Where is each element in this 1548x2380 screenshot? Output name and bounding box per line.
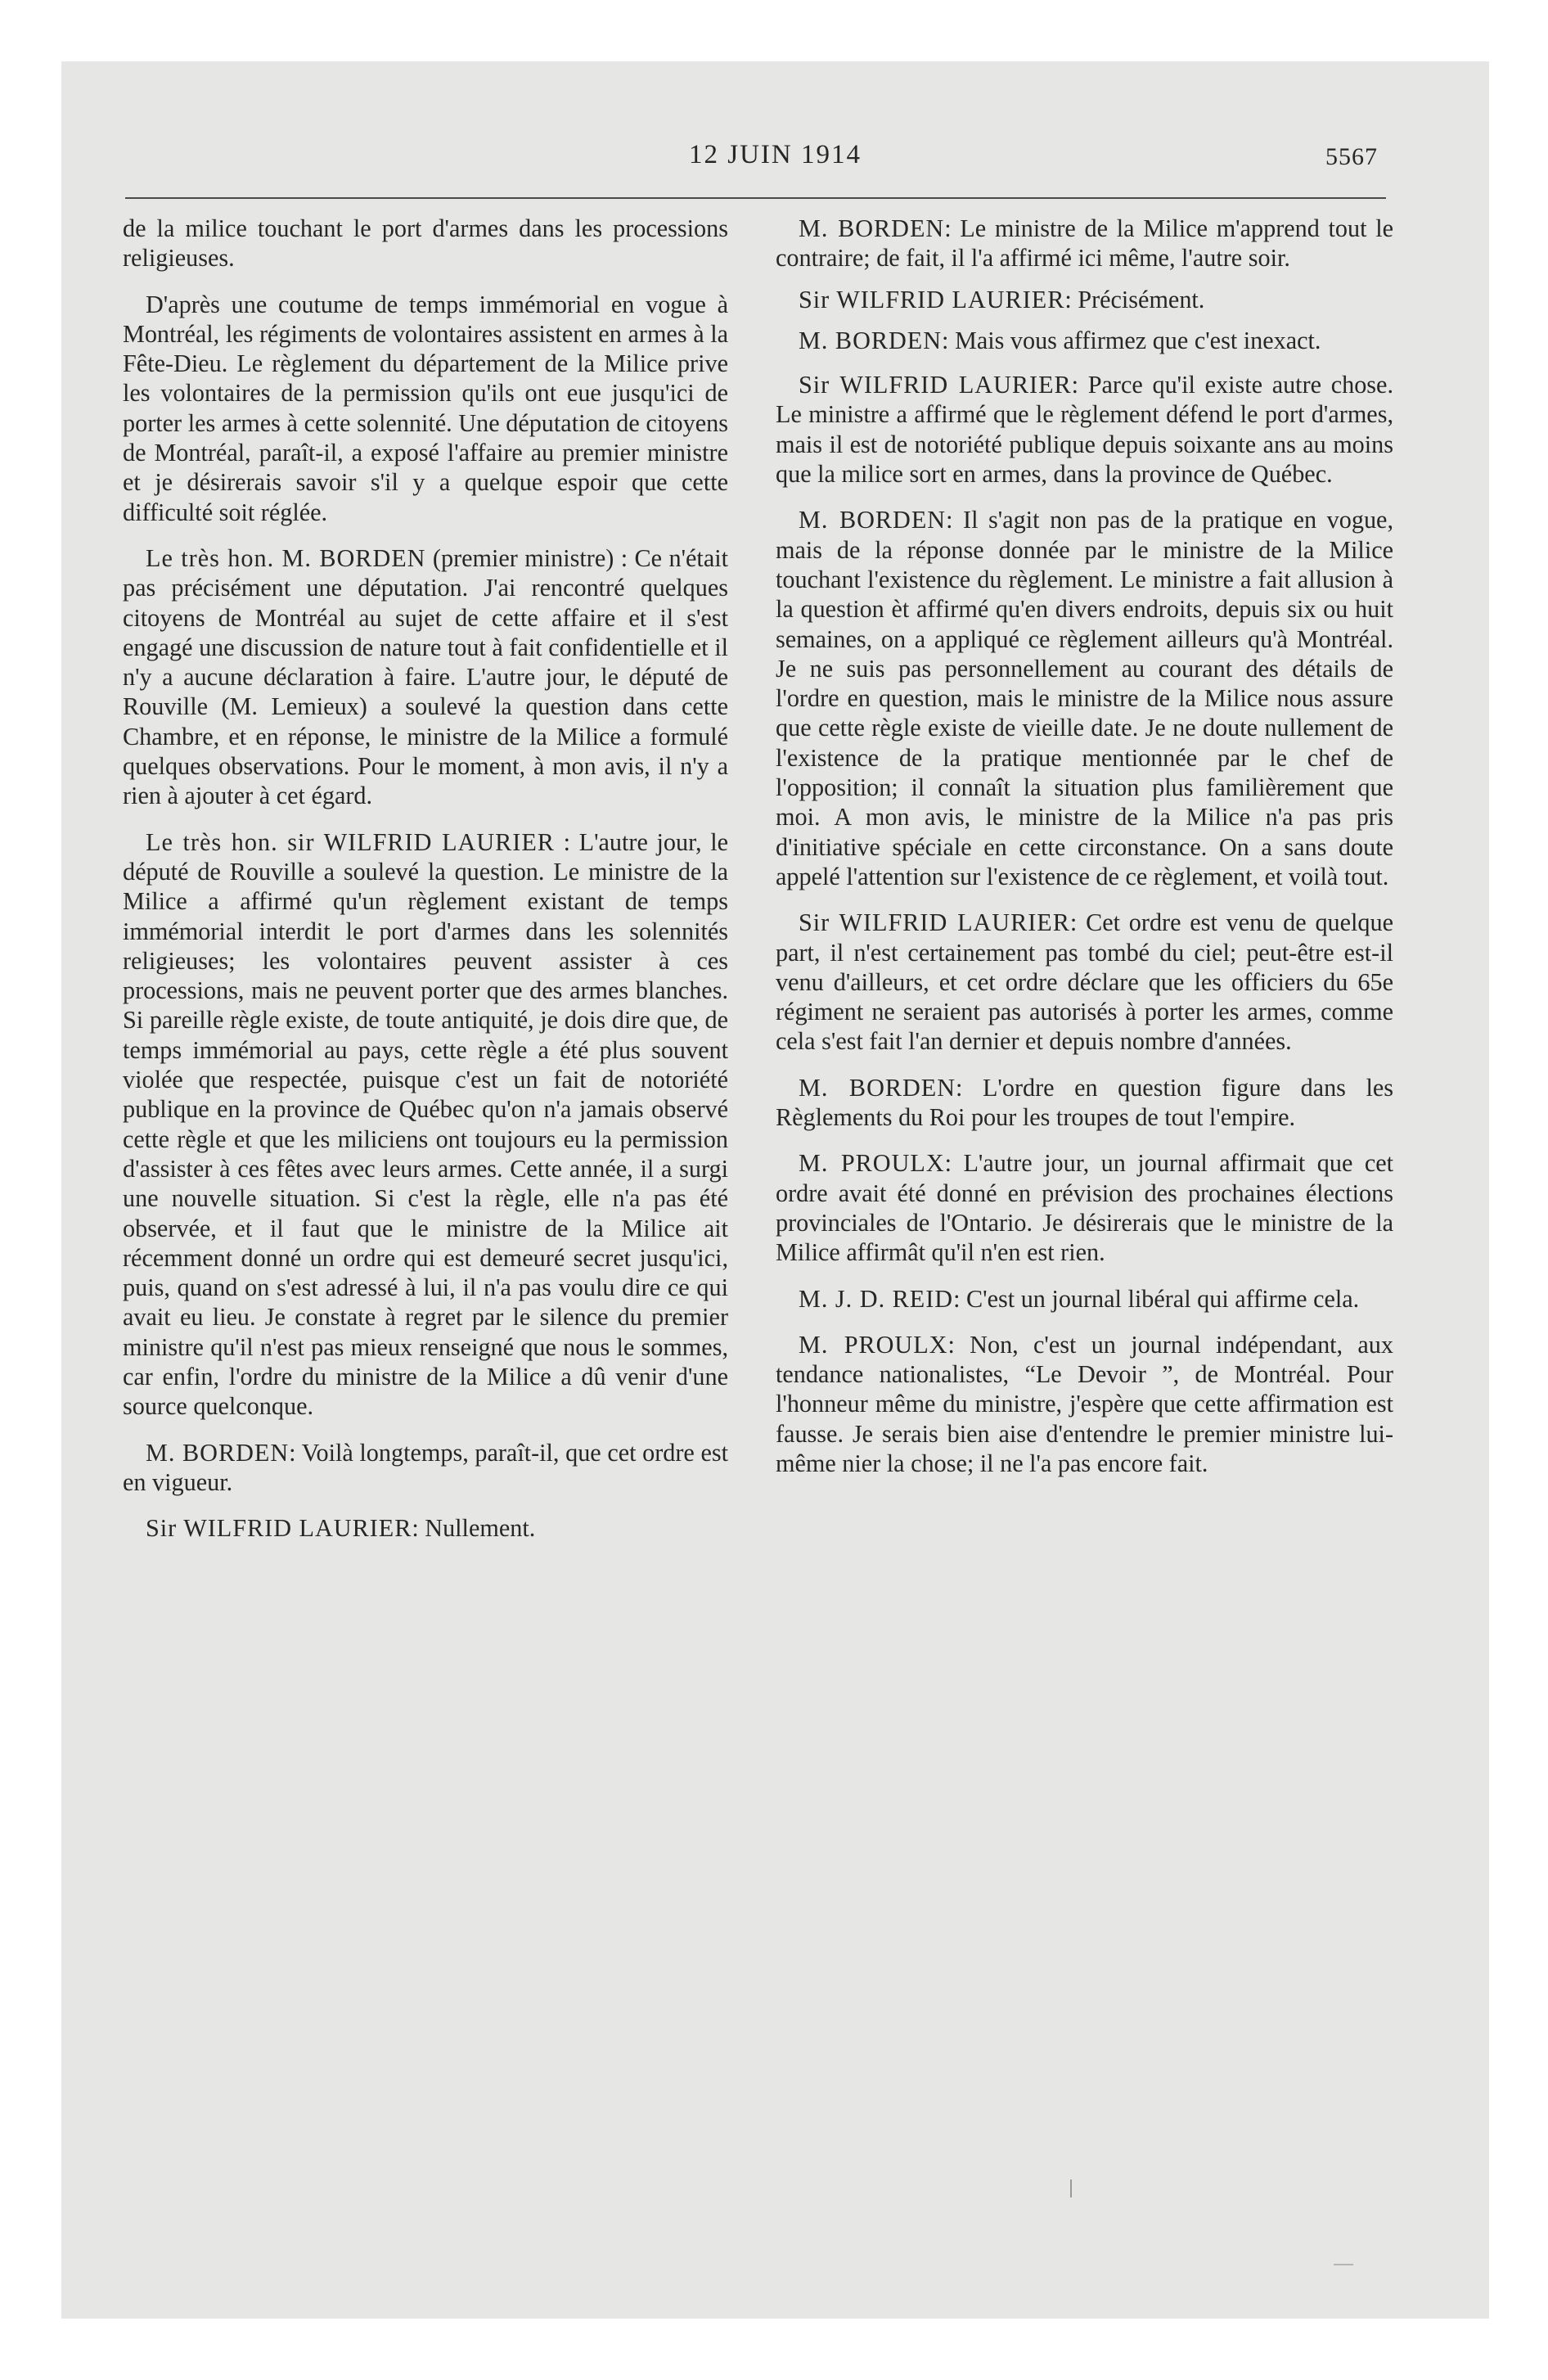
paragraph-text: : Nullement. [412,1514,536,1543]
header-date: 12 JUIN 1914 [689,140,862,169]
paragraph-text: : Il s'agit non pas de la pratique en vogue, mais de la réponse donnée par le ministre de la Milice touchant l'existence du règlement. Le ministre a fait allusion à la question èt affirmé qu'en divers endroits, depuis six ou huit semaines, on a appliqué ce règlement ailleurs qu'à Montréal. Je ne suis pas personnellement au courant des détails de l'ordre en question, mais le ministre de la Milice nous assure que cette règle existe de vieille date. Je ne doute nullement de l'existence de la pratique mentionnée par le chef de l'opposition; il connaît la situation plus familièrement que moi. A mon avis, le ministre de la Milice n'a pas pris d'initiative spéciale en cette circonstance. On a sans doute appelé l'attention sur l'existence de ce règlement, et voilà tout. [776,506,1393,890]
paragraph [776,326,1393,355]
paragraph-text: (premier ministre) : Ce n'était pas précisément une députation. J'ai rencontré quelques citoyens de Montréal au sujet de cette affaire et il s'est engagé une discussion de nature tout à fait confidentielle et il n'y a aucune déclaration à faire. L'autre jour, le député de Rouville (M. Lemieux) a soulevé la question dans cette Chambre, et en réponse, le ministre de la Milice a formulé quelques observations. Pour le moment, à mon avis, il n'y a rien à ajouter à cet égard. [123,543,728,810]
stray-ink-dash [1334,2264,1353,2265]
scanned-page [61,61,1489,2319]
paragraph-text: : L'autre jour, un journal affirmait que cet ordre avait été donné en prévision des prochaines élections provinciales de l'Ontario. Je désirerais que le ministre de la Milice affirmât qu'il n'en est rien. [776,1149,1393,1267]
paragraph-text: : C'est un journal libéral qui affirme cela. [953,1284,1360,1313]
paragraph-text: : Précisément. [1064,285,1205,313]
paragraph [123,214,728,273]
speaker-name: Sir WILFRID LAURIER [799,908,1070,937]
stray-ink-mark [1070,2179,1072,2197]
speaker-name: M. PROULX [799,1149,945,1178]
paragraph [776,1148,1393,1267]
paragraph-text: : Mais vous affirmez que c'est inexact. [942,326,1321,354]
right-column [776,214,1393,1494]
speaker-name: Sir WILFRID LAURIER [146,1514,412,1543]
paragraph [123,290,728,527]
paragraph [776,1330,1393,1478]
paragraph-text: : Le ministre de la Milice m'apprend tout le contraire; de fait, il l'a affirmé ici même, l'autre soir. [776,214,1394,273]
speaker-name: M. BORDEN [799,326,943,354]
speaker-name: Sir WILFRID LAURIER [799,285,1065,313]
paragraph [123,827,728,1422]
paragraph [123,1438,728,1498]
paragraph [776,1284,1393,1314]
paragraph-text: : L'ordre en question figure dans les Règlements du Roi pour les troupes de tout l'empire. [776,1073,1393,1132]
left-column [123,214,728,1559]
speaker-name: M. BORDEN [799,506,947,534]
speaker-name: M. BORDEN [799,1073,956,1102]
speaker-name: Le très hon. sir WILFRID LAURIER [146,827,555,856]
paragraph-text: D'après une coutume de temps immémorial en vogue à Montréal, les régiments de volontaires assistent en armes à la Fête-Dieu. Le règlement du département de la Milice prive les volontaires de la permission qu'ils ont eue jusqu'ici de porter les armes à cette solennité. Une députation de citoyens de Montréal, paraît-il, a exposé l'affaire au premier ministre et je désirerais savoir s'il y a quelque espoir que cette difficulté soit réglée. [123,290,728,526]
paragraph [123,1513,728,1543]
paragraph [123,543,728,811]
paragraph-text: : Cet ordre est venu de quelque part, il n'est certainement pas tombé du ciel; peut-être est-il venu d'ailleurs, et cet ordre déclare que les officiers du 65e régiment ne seraient pas autorisés à porter les armes, comme cela s'est fait l'an dernier et depuis nombre d'années. [776,908,1394,1056]
paragraph [776,214,1393,273]
speaker-name: Le très hon. M. BORDEN [146,543,426,572]
paragraph [776,285,1393,314]
paragraph-text: : Parce qu'il existe autre chose. Le ministre a affirmé que le règlement défend le port d'armes, mais il est de notoriété publique depuis soixante ans au moins que la milice sort en armes, dans la province de Québec. [776,371,1393,489]
paragraph [776,908,1393,1056]
speaker-name: M. BORDEN [146,1438,290,1467]
speaker-name: M. BORDEN [799,214,945,242]
header-rule [125,197,1386,199]
page-content [61,61,1489,2319]
speaker-name: Sir WILFRID LAURIER [799,371,1072,399]
speaker-name: M. J. D. REID [799,1284,954,1313]
paragraph [776,505,1393,891]
paragraph [776,370,1393,489]
page-number: 5567 [1325,143,1378,170]
paragraph-text: : Voilà longtemps, paraît-il, que cet ordre est en vigueur. [123,1438,728,1496]
paragraph [776,1073,1393,1133]
paragraph-text: : L'autre jour, le député de Rouville a soulevé la question. Le ministre de la Milice a affirmé qu'un règlement existant de temps immémorial interdit le port d'armes dans les solennités religieuses; les volontaires peuvent assister à ces processions, mais ne peuvent porter que des armes blanches. Si pareille règle existe, de toute antiquité, je dois dire que, de temps immémorial au pays, cette règle a été plus souvent violée que respectée, puisque c'est un fait de notoriété publique en la province de Québec qu'on n'a jamais observé cette règle et que les miliciens ont toujours eu la permission d'assister à ces fêtes avec leurs armes. Cette année, il a surgi une nouvelle situation. Si c'est la règle, elle n'a pas été observée, et il faut que le ministre de la Milice ait récemment donné un ordre qui est demeuré secret jusqu'ici, puis, quand on s'est adressé à lui, il n'a pas voulu dire ce qui avait eu lieu. Je constate à regret par le silence du premier ministre qu'il n'est pas mieux renseigné que nous le sommes, car enfin, l'ordre du ministre de la Milice a dû venir d'une source quelconque. [123,827,728,1421]
speaker-name: M. PROULX [799,1330,948,1359]
paragraph-text: : Non, c'est un journal indépendant, aux tendance nationalistes, “Le Devoir ”, de Montréal. Pour l'honneur même du ministre, j'espère que cette affirmation est fausse. Je serais bien aise d'entendre le premier ministre lui-même nier la chose; il ne l'a pas encore fait. [776,1330,1393,1477]
paragraph-text: de la milice touchant le port d'armes dans les processions religieuses. [123,214,728,273]
